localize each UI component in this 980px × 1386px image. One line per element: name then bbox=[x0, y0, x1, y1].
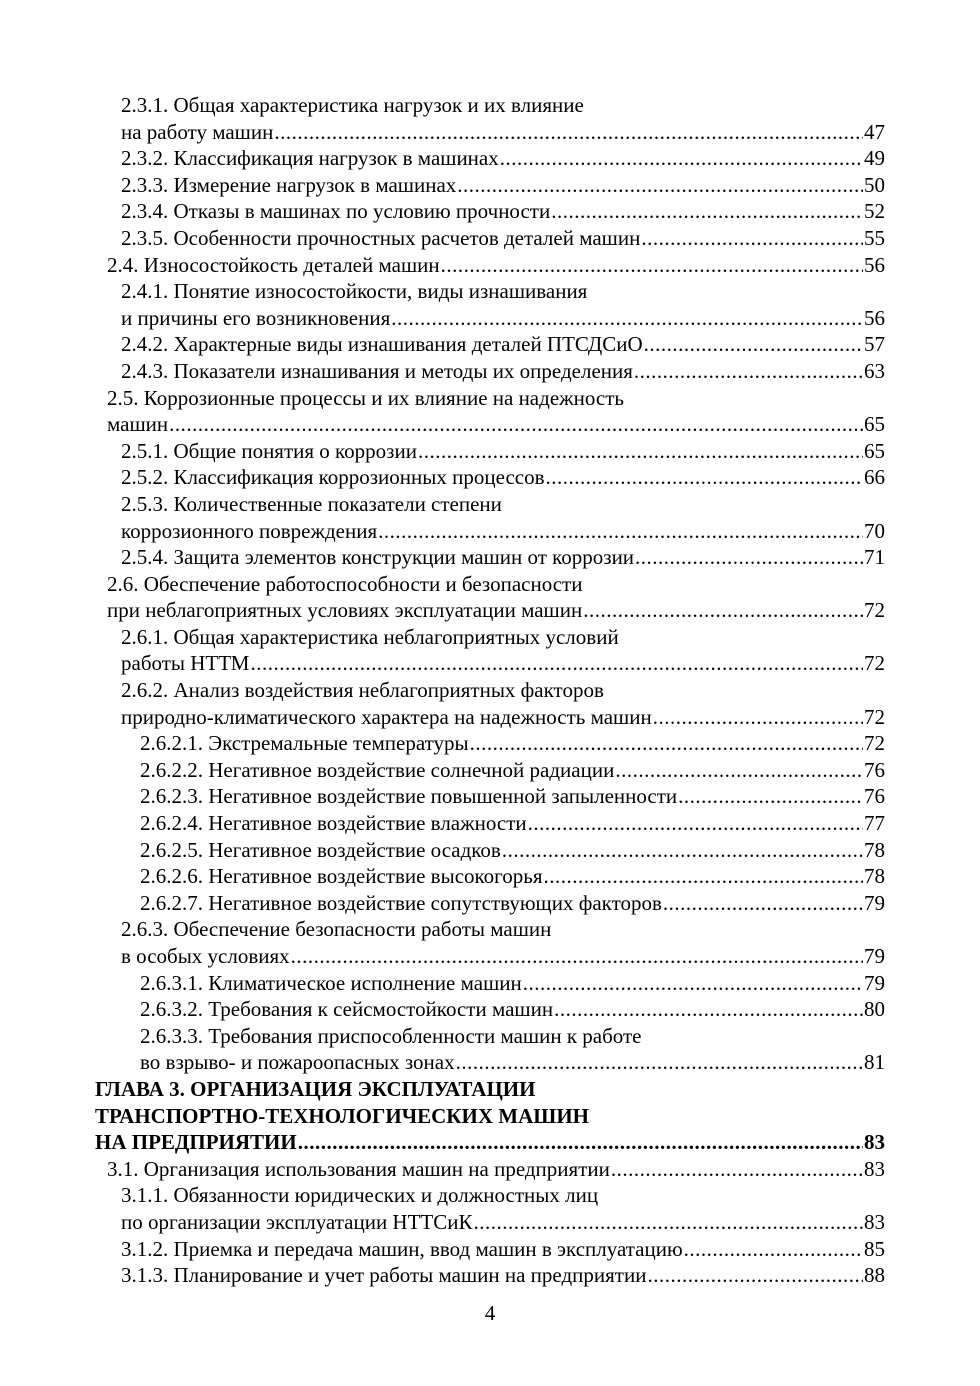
toc-line bbox=[0, 119, 980, 146]
toc-line bbox=[0, 358, 980, 385]
toc-entry bbox=[107, 571, 885, 598]
toc-line bbox=[0, 385, 980, 412]
toc-entry-title: НА ПРЕДПРИЯТИИ bbox=[95, 1130, 297, 1155]
toc-entry bbox=[140, 1049, 885, 1076]
toc-leader-dots bbox=[684, 1236, 863, 1263]
toc-entry bbox=[107, 385, 885, 412]
toc-entry-page: 66 bbox=[864, 465, 885, 490]
toc-line bbox=[0, 92, 980, 119]
toc-line bbox=[0, 1262, 980, 1289]
toc-entry bbox=[140, 757, 885, 784]
toc-entry bbox=[107, 597, 885, 624]
toc-leader-dots bbox=[634, 358, 863, 385]
toc-line bbox=[0, 145, 980, 172]
toc-leader-dots bbox=[647, 1262, 863, 1289]
toc-entry-title: 2.6.2. Анализ воздействия неблагоприятных факторов bbox=[121, 678, 604, 703]
toc-leader-dots bbox=[653, 704, 863, 731]
toc-entry bbox=[121, 1209, 885, 1236]
toc-line bbox=[0, 411, 980, 438]
toc-entry bbox=[140, 970, 885, 997]
toc-entry-title: 2.6.3.3. Требования приспособленности машин к работе bbox=[140, 1023, 642, 1048]
toc-line bbox=[0, 491, 980, 518]
toc-entry-title: 2.4. Износостойкость деталей машин bbox=[107, 252, 440, 277]
toc-entry-page: 83 bbox=[864, 1130, 885, 1155]
toc-entry bbox=[121, 518, 885, 545]
toc-line bbox=[0, 464, 980, 491]
toc-entry-page: 88 bbox=[864, 1263, 885, 1288]
toc-line bbox=[0, 225, 980, 252]
toc-entry-page: 55 bbox=[864, 225, 885, 250]
toc-leader-dots bbox=[678, 783, 863, 810]
toc-leader-dots bbox=[500, 145, 863, 172]
toc-leader-dots bbox=[583, 597, 863, 624]
toc-entry bbox=[95, 1103, 885, 1130]
toc-leader-dots bbox=[523, 970, 863, 997]
toc-line bbox=[0, 1236, 980, 1263]
toc-line bbox=[0, 890, 980, 917]
toc-leader-dots bbox=[250, 650, 863, 677]
toc-entry bbox=[107, 411, 885, 438]
toc-leader-dots bbox=[378, 518, 863, 545]
toc-entry-page: 83 bbox=[864, 1209, 885, 1234]
toc-leader-dots bbox=[391, 305, 863, 332]
toc-entry-page: 50 bbox=[864, 172, 885, 197]
toc-line bbox=[0, 943, 980, 970]
page-number: 4 bbox=[484, 1301, 496, 1325]
toc-entry bbox=[121, 92, 885, 119]
toc-entry bbox=[121, 278, 885, 305]
toc-entry-title: 2.6.2.3. Негативное воздействие повышенной запыленности bbox=[140, 784, 678, 809]
toc-entry bbox=[140, 810, 885, 837]
toc-line bbox=[0, 757, 980, 784]
toc-leader-dots bbox=[457, 172, 863, 199]
toc-line bbox=[0, 172, 980, 199]
toc-entry-title: 2.6.3.1. Климатическое исполнение машин bbox=[140, 970, 522, 995]
toc-entry bbox=[140, 783, 885, 810]
toc-entry bbox=[140, 1023, 885, 1050]
toc-leader-dots bbox=[635, 544, 863, 571]
toc-entry-page: 76 bbox=[864, 757, 885, 782]
toc-line bbox=[0, 518, 980, 545]
toc-entry bbox=[121, 438, 885, 465]
toc-entry bbox=[121, 677, 885, 704]
toc-entry bbox=[121, 198, 885, 225]
toc-line bbox=[0, 650, 980, 677]
toc-line bbox=[0, 1182, 980, 1209]
toc-entry-title: и причины его возникновения bbox=[121, 305, 391, 330]
toc-entry bbox=[95, 1076, 885, 1103]
toc-entry-title: по организации эксплуатации НТТСиК bbox=[121, 1209, 473, 1234]
toc-entry-title: 2.6.2.4. Негативное воздействие влажности bbox=[140, 811, 527, 836]
toc-leader-dots bbox=[169, 411, 863, 438]
toc-line bbox=[0, 544, 980, 571]
toc-entry-page: 71 bbox=[864, 545, 885, 570]
toc-entry-page: 56 bbox=[864, 305, 885, 330]
toc-entry-title: 2.3.2. Классификация нагрузок в машинах bbox=[121, 146, 499, 171]
toc-line bbox=[0, 305, 980, 332]
toc-entry-title: 2.6.3. Обеспечение безопасности работы машин bbox=[121, 917, 552, 942]
toc-entry-title: 2.3.1. Общая характеристика нагрузок и их влияние bbox=[121, 93, 584, 117]
table-of-contents bbox=[0, 92, 980, 1289]
toc-entry-title: работы НТТМ bbox=[121, 651, 250, 676]
toc-leader-dots bbox=[528, 810, 863, 837]
toc-leader-dots bbox=[291, 943, 863, 970]
toc-leader-dots bbox=[474, 1209, 863, 1236]
toc-entry bbox=[121, 650, 885, 677]
toc-leader-dots bbox=[298, 1129, 863, 1156]
toc-line bbox=[0, 278, 980, 305]
toc-entry bbox=[95, 1129, 885, 1156]
toc-entry-page: 65 bbox=[864, 412, 885, 437]
toc-line bbox=[0, 1129, 980, 1156]
toc-entry-page: 81 bbox=[864, 1050, 885, 1075]
toc-line bbox=[0, 810, 980, 837]
toc-entry bbox=[140, 837, 885, 864]
toc-entry-title: 2.6.2.1. Экстремальные температуры bbox=[140, 731, 469, 756]
toc-entry bbox=[107, 252, 885, 279]
toc-entry-title: 2.6. Обеспечение работоспособности и безопасности bbox=[107, 571, 583, 596]
toc-entry bbox=[121, 1236, 885, 1263]
toc-entry-title: 3.1.3. Планирование и учет работы машин на предприятии bbox=[121, 1263, 647, 1288]
toc-line bbox=[0, 730, 980, 757]
toc-entry-title: на работу машин bbox=[121, 119, 274, 144]
toc-leader-dots bbox=[456, 1049, 863, 1076]
toc-entry-page: 85 bbox=[864, 1236, 885, 1261]
toc-line bbox=[0, 331, 980, 358]
toc-entry-title: 2.4.1. Понятие износостойкости, виды изнашивания bbox=[121, 279, 588, 304]
toc-entry-title: 3.1.2. Приемка и передача машин, ввод машин в эксплуатацию bbox=[121, 1236, 683, 1261]
toc-leader-dots bbox=[418, 438, 863, 465]
toc-leader-dots bbox=[470, 730, 863, 757]
toc-line bbox=[0, 837, 980, 864]
toc-line bbox=[0, 597, 980, 624]
toc-leader-dots bbox=[441, 252, 863, 279]
toc-leader-dots bbox=[615, 757, 863, 784]
toc-entry bbox=[121, 943, 885, 970]
toc-entry bbox=[121, 225, 885, 252]
toc-line bbox=[0, 996, 980, 1023]
toc-line bbox=[0, 1209, 980, 1236]
toc-entry-title: ГЛАВА 3. ОРГАНИЗАЦИЯ ЭКСПЛУАТАЦИИ bbox=[95, 1076, 536, 1101]
toc-entry-page: 72 bbox=[864, 731, 885, 756]
toc-entry-page: 72 bbox=[864, 598, 885, 623]
toc-entry-title: 2.5.4. Защита элементов конструкции машин от коррозии bbox=[121, 545, 635, 570]
toc-entry-title: 2.5.3. Количественные показатели степени bbox=[121, 491, 502, 516]
toc-entry-title: 2.4.2. Характерные виды изнашивания деталей ПТСДСиО bbox=[121, 332, 643, 357]
toc-entry bbox=[121, 145, 885, 172]
toc-entry bbox=[121, 1262, 885, 1289]
toc-line bbox=[0, 1103, 980, 1130]
toc-entry-title: 2.6.2.2. Негативное воздействие солнечной радиации bbox=[140, 757, 615, 782]
toc-entry-title: 2.5.2. Классификация коррозионных процессов bbox=[121, 465, 545, 490]
toc-entry bbox=[121, 1182, 885, 1209]
toc-entry-page: 47 bbox=[864, 119, 885, 144]
toc-line bbox=[0, 1023, 980, 1050]
toc-line bbox=[0, 198, 980, 225]
toc-entry-page: 52 bbox=[864, 199, 885, 224]
toc-entry-page: 65 bbox=[864, 438, 885, 463]
toc-entry-title: при неблагоприятных условиях эксплуатации машин bbox=[107, 598, 583, 623]
toc-entry-title: ТРАНСПОРТНО-ТЕХНОЛОГИЧЕСКИХ МАШИН bbox=[95, 1103, 589, 1128]
toc-entry-page: 76 bbox=[864, 784, 885, 809]
toc-entry bbox=[121, 119, 885, 146]
toc-line bbox=[0, 1076, 980, 1103]
toc-leader-dots bbox=[551, 198, 863, 225]
toc-entry-title: коррозионного повреждения bbox=[121, 518, 378, 543]
toc-leader-dots bbox=[611, 1156, 863, 1183]
toc-entry bbox=[140, 730, 885, 757]
toc-entry-page: 72 bbox=[864, 704, 885, 729]
toc-entry bbox=[107, 1156, 885, 1183]
toc-entry-page: 83 bbox=[864, 1156, 885, 1181]
toc-entry-title: во взрыво- и пожароопасных зонах bbox=[140, 1050, 455, 1075]
toc-entry bbox=[121, 358, 885, 385]
toc-line bbox=[0, 624, 980, 651]
toc-entry-page: 56 bbox=[864, 252, 885, 277]
toc-entry-title: 2.6.2.7. Негативное воздействие сопутствующих факторов bbox=[140, 890, 662, 915]
toc-line bbox=[0, 252, 980, 279]
toc-entry-title: 2.6.3.2. Требования к сейсмостойкости машин bbox=[140, 997, 554, 1022]
toc-entry bbox=[121, 491, 885, 518]
toc-entry bbox=[121, 305, 885, 332]
toc-entry-page: 57 bbox=[864, 332, 885, 357]
toc-line bbox=[0, 704, 980, 731]
toc-line bbox=[0, 1049, 980, 1076]
toc-entry-page: 70 bbox=[864, 518, 885, 543]
toc-leader-dots bbox=[274, 119, 863, 146]
toc-leader-dots bbox=[544, 863, 864, 890]
toc-entry-title: 2.5.1. Общие понятия о коррозии bbox=[121, 438, 417, 463]
toc-line bbox=[0, 438, 980, 465]
toc-line bbox=[0, 677, 980, 704]
toc-leader-dots bbox=[641, 225, 863, 252]
toc-entry-page: 78 bbox=[864, 864, 885, 889]
toc-entry-page: 49 bbox=[864, 146, 885, 171]
toc-line bbox=[0, 783, 980, 810]
toc-leader-dots bbox=[554, 996, 863, 1023]
toc-entry-page: 80 bbox=[864, 997, 885, 1022]
toc-entry-title: 2.5. Коррозионные процессы и их влияние на надежность bbox=[107, 385, 624, 410]
toc-entry bbox=[121, 172, 885, 199]
toc-entry-title: 2.3.5. Особенности прочностных расчетов деталей машин bbox=[121, 225, 641, 250]
toc-entry-title: 2.3.4. Отказы в машинах по условию прочности bbox=[121, 199, 551, 224]
toc-entry-title: 2.6.2.6. Негативное воздействие высокогорья bbox=[140, 864, 543, 889]
toc-entry-page: 79 bbox=[864, 890, 885, 915]
toc-entry-page: 78 bbox=[864, 837, 885, 862]
toc-leader-dots bbox=[546, 464, 863, 491]
toc-entry-page: 77 bbox=[864, 811, 885, 836]
toc-entry-title: в особых условиях bbox=[121, 944, 290, 968]
toc-entry-title: 3.1.1. Обязанности юридических и должностных лиц bbox=[121, 1183, 599, 1208]
toc-leader-dots bbox=[502, 837, 863, 864]
toc-line bbox=[0, 1156, 980, 1183]
toc-entry-title: 3.1. Организация использования машин на предприятии bbox=[107, 1156, 610, 1181]
toc-entry-title: 2.4.3. Показатели изнашивания и методы их определения bbox=[121, 358, 633, 383]
toc-entry-title: 2.6.2.5. Негативное воздействие осадков bbox=[140, 837, 501, 862]
toc-entry bbox=[121, 331, 885, 358]
toc-line bbox=[0, 970, 980, 997]
toc-entry-page: 63 bbox=[864, 358, 885, 383]
toc-line bbox=[0, 916, 980, 943]
toc-entry-page: 79 bbox=[864, 970, 885, 995]
toc-entry bbox=[121, 544, 885, 571]
toc-leader-dots bbox=[644, 331, 863, 358]
toc-entry bbox=[121, 704, 885, 731]
toc-entry-page: 79 bbox=[864, 944, 885, 968]
toc-entry bbox=[121, 464, 885, 491]
toc-entry-title: 2.6.1. Общая характеристика неблагоприятных условий bbox=[121, 624, 619, 649]
toc-entry bbox=[140, 890, 885, 917]
toc-line bbox=[0, 571, 980, 598]
toc-leader-dots bbox=[663, 890, 863, 917]
toc-entry-title: машин bbox=[107, 412, 169, 437]
toc-entry bbox=[140, 863, 885, 890]
toc-entry-title: природно-климатического характера на надежность машин bbox=[121, 704, 652, 729]
toc-entry-page: 72 bbox=[864, 651, 885, 676]
toc-entry bbox=[121, 624, 885, 651]
toc-line bbox=[0, 863, 980, 890]
toc-entry-title: 2.3.3. Измерение нагрузок в машинах bbox=[121, 172, 457, 197]
toc-entry bbox=[140, 996, 885, 1023]
toc-entry bbox=[121, 916, 885, 943]
